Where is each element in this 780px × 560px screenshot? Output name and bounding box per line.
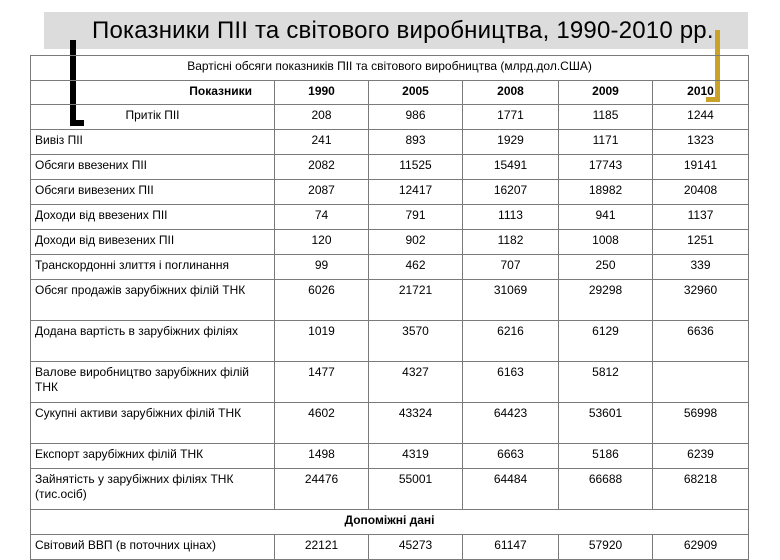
table-cell: 707 <box>463 255 559 280</box>
row-label: Експорт зарубіжних філій ТНК <box>31 444 275 469</box>
table-row <box>31 469 749 510</box>
row-label: Зайнятість у зарубіжних філіях ТНК (тис.осіб) <box>31 469 275 510</box>
table-cell: 208 <box>275 105 369 130</box>
table-cell: 32960 <box>653 280 749 321</box>
table-cell: 6216 <box>463 321 559 362</box>
table-cell: 43324 <box>369 403 463 444</box>
table-row <box>31 105 749 130</box>
table-cell: 1771 <box>463 105 559 130</box>
table-caption: Вартісні обсяги показників ПІІ та світового виробництва (млрд.дол.США) <box>31 56 749 81</box>
table-row <box>31 155 749 180</box>
row-label: Обсяги ввезених ПІІ <box>31 155 275 180</box>
table-cell: 99 <box>275 255 369 280</box>
row-label: Доходи від ввезених ПІІ <box>31 205 275 230</box>
column-header: 2010 <box>653 81 749 105</box>
row-label: Світовий ВВП (в поточних цінах) <box>31 535 275 560</box>
table-cell: 339 <box>653 255 749 280</box>
table-cell: 66688 <box>559 469 653 510</box>
table-cell: 6663 <box>463 444 559 469</box>
table-cell: 1171 <box>559 130 653 155</box>
column-header: 2009 <box>559 81 653 105</box>
table-cell: 6239 <box>653 444 749 469</box>
row-label: Транскордонні злиття і поглинання <box>31 255 275 280</box>
table-cell: 1323 <box>653 130 749 155</box>
table-cell: 64423 <box>463 403 559 444</box>
table-cell: 62909 <box>653 535 749 560</box>
table-cell: 1113 <box>463 205 559 230</box>
title-bar <box>44 12 748 49</box>
table-cell: 64484 <box>463 469 559 510</box>
row-label: Вивіз ПІІ <box>31 130 275 155</box>
table-cell: 61147 <box>463 535 559 560</box>
table-cell: 45273 <box>369 535 463 560</box>
page-title: Показники ПІІ та світового виробництва, 1990-2010 рр. <box>92 16 714 44</box>
table-cell <box>653 362 749 403</box>
table-cell: 4327 <box>369 362 463 403</box>
column-header: 2005 <box>369 81 463 105</box>
table-cell: 902 <box>369 230 463 255</box>
table-cell: 19141 <box>653 155 749 180</box>
row-label: Валове виробництво зарубіжних філій ТНК <box>31 362 275 403</box>
table-cell: 55001 <box>369 469 463 510</box>
table-cell: 29298 <box>559 280 653 321</box>
row-label: Обсяг продажів зарубіжних філій ТНК <box>31 280 275 321</box>
table-row <box>31 362 749 403</box>
table-cell: 11525 <box>369 155 463 180</box>
table-cell: 1244 <box>653 105 749 130</box>
table-cell: 1251 <box>653 230 749 255</box>
table-cell: 4319 <box>369 444 463 469</box>
table-cell: 1498 <box>275 444 369 469</box>
table-row <box>31 180 749 205</box>
table-row <box>31 321 749 362</box>
table-cell: 20408 <box>653 180 749 205</box>
table-cell: 120 <box>275 230 369 255</box>
table-cell: 2082 <box>275 155 369 180</box>
table-row <box>31 403 749 444</box>
table-cell: 941 <box>559 205 653 230</box>
table-cell: 16207 <box>463 180 559 205</box>
table-cell: 1137 <box>653 205 749 230</box>
table-cell: 6026 <box>275 280 369 321</box>
column-header: 1990 <box>275 81 369 105</box>
table-cell: 31069 <box>463 280 559 321</box>
row-label: Притік ПІІ <box>31 105 275 130</box>
column-header: Показники <box>31 81 275 105</box>
row-label: Обсяги вивезених ПІІ <box>31 180 275 205</box>
table-cell: 56998 <box>653 403 749 444</box>
column-header: 2008 <box>463 81 559 105</box>
table-cell: 17743 <box>559 155 653 180</box>
table-cell: 3570 <box>369 321 463 362</box>
table-cell: 2087 <box>275 180 369 205</box>
table-row <box>31 444 749 469</box>
table-row <box>31 255 749 280</box>
table-cell: 893 <box>369 130 463 155</box>
table-cell: 986 <box>369 105 463 130</box>
table-cell: 4602 <box>275 403 369 444</box>
row-label: Сукупні активи зарубіжних філій ТНК <box>31 403 275 444</box>
table-cell: 6163 <box>463 362 559 403</box>
table-cell: 1019 <box>275 321 369 362</box>
table-cell: 24476 <box>275 469 369 510</box>
table-cell: 6636 <box>653 321 749 362</box>
table-cell: 1477 <box>275 362 369 403</box>
row-label: Додана вартість в зарубіжних філіях <box>31 321 275 362</box>
table-caption-row <box>31 56 749 81</box>
table-cell: 22121 <box>275 535 369 560</box>
table-cell: 241 <box>275 130 369 155</box>
table-cell: 462 <box>369 255 463 280</box>
table-cell: 15491 <box>463 155 559 180</box>
table-cell: 1185 <box>559 105 653 130</box>
table-cell: 21721 <box>369 280 463 321</box>
table-row <box>31 535 749 560</box>
table-header-row <box>31 81 749 105</box>
table-cell: 1008 <box>559 230 653 255</box>
data-table <box>30 55 749 560</box>
table-row <box>31 205 749 230</box>
table-cell: 1929 <box>463 130 559 155</box>
table-cell: 5812 <box>559 362 653 403</box>
table-cell: 1182 <box>463 230 559 255</box>
table-cell: 74 <box>275 205 369 230</box>
section-row <box>31 510 749 535</box>
table-row <box>31 230 749 255</box>
table-cell: 6129 <box>559 321 653 362</box>
table-row <box>31 130 749 155</box>
row-label: Доходи від вивезених ПІІ <box>31 230 275 255</box>
table-cell: 5186 <box>559 444 653 469</box>
table-cell: 791 <box>369 205 463 230</box>
table-row <box>31 280 749 321</box>
table-cell: 57920 <box>559 535 653 560</box>
table-cell: 250 <box>559 255 653 280</box>
table-cell: 12417 <box>369 180 463 205</box>
table-cell: 53601 <box>559 403 653 444</box>
table-cell: 18982 <box>559 180 653 205</box>
section-label: Допоміжні дані <box>31 510 749 535</box>
table-cell: 68218 <box>653 469 749 510</box>
